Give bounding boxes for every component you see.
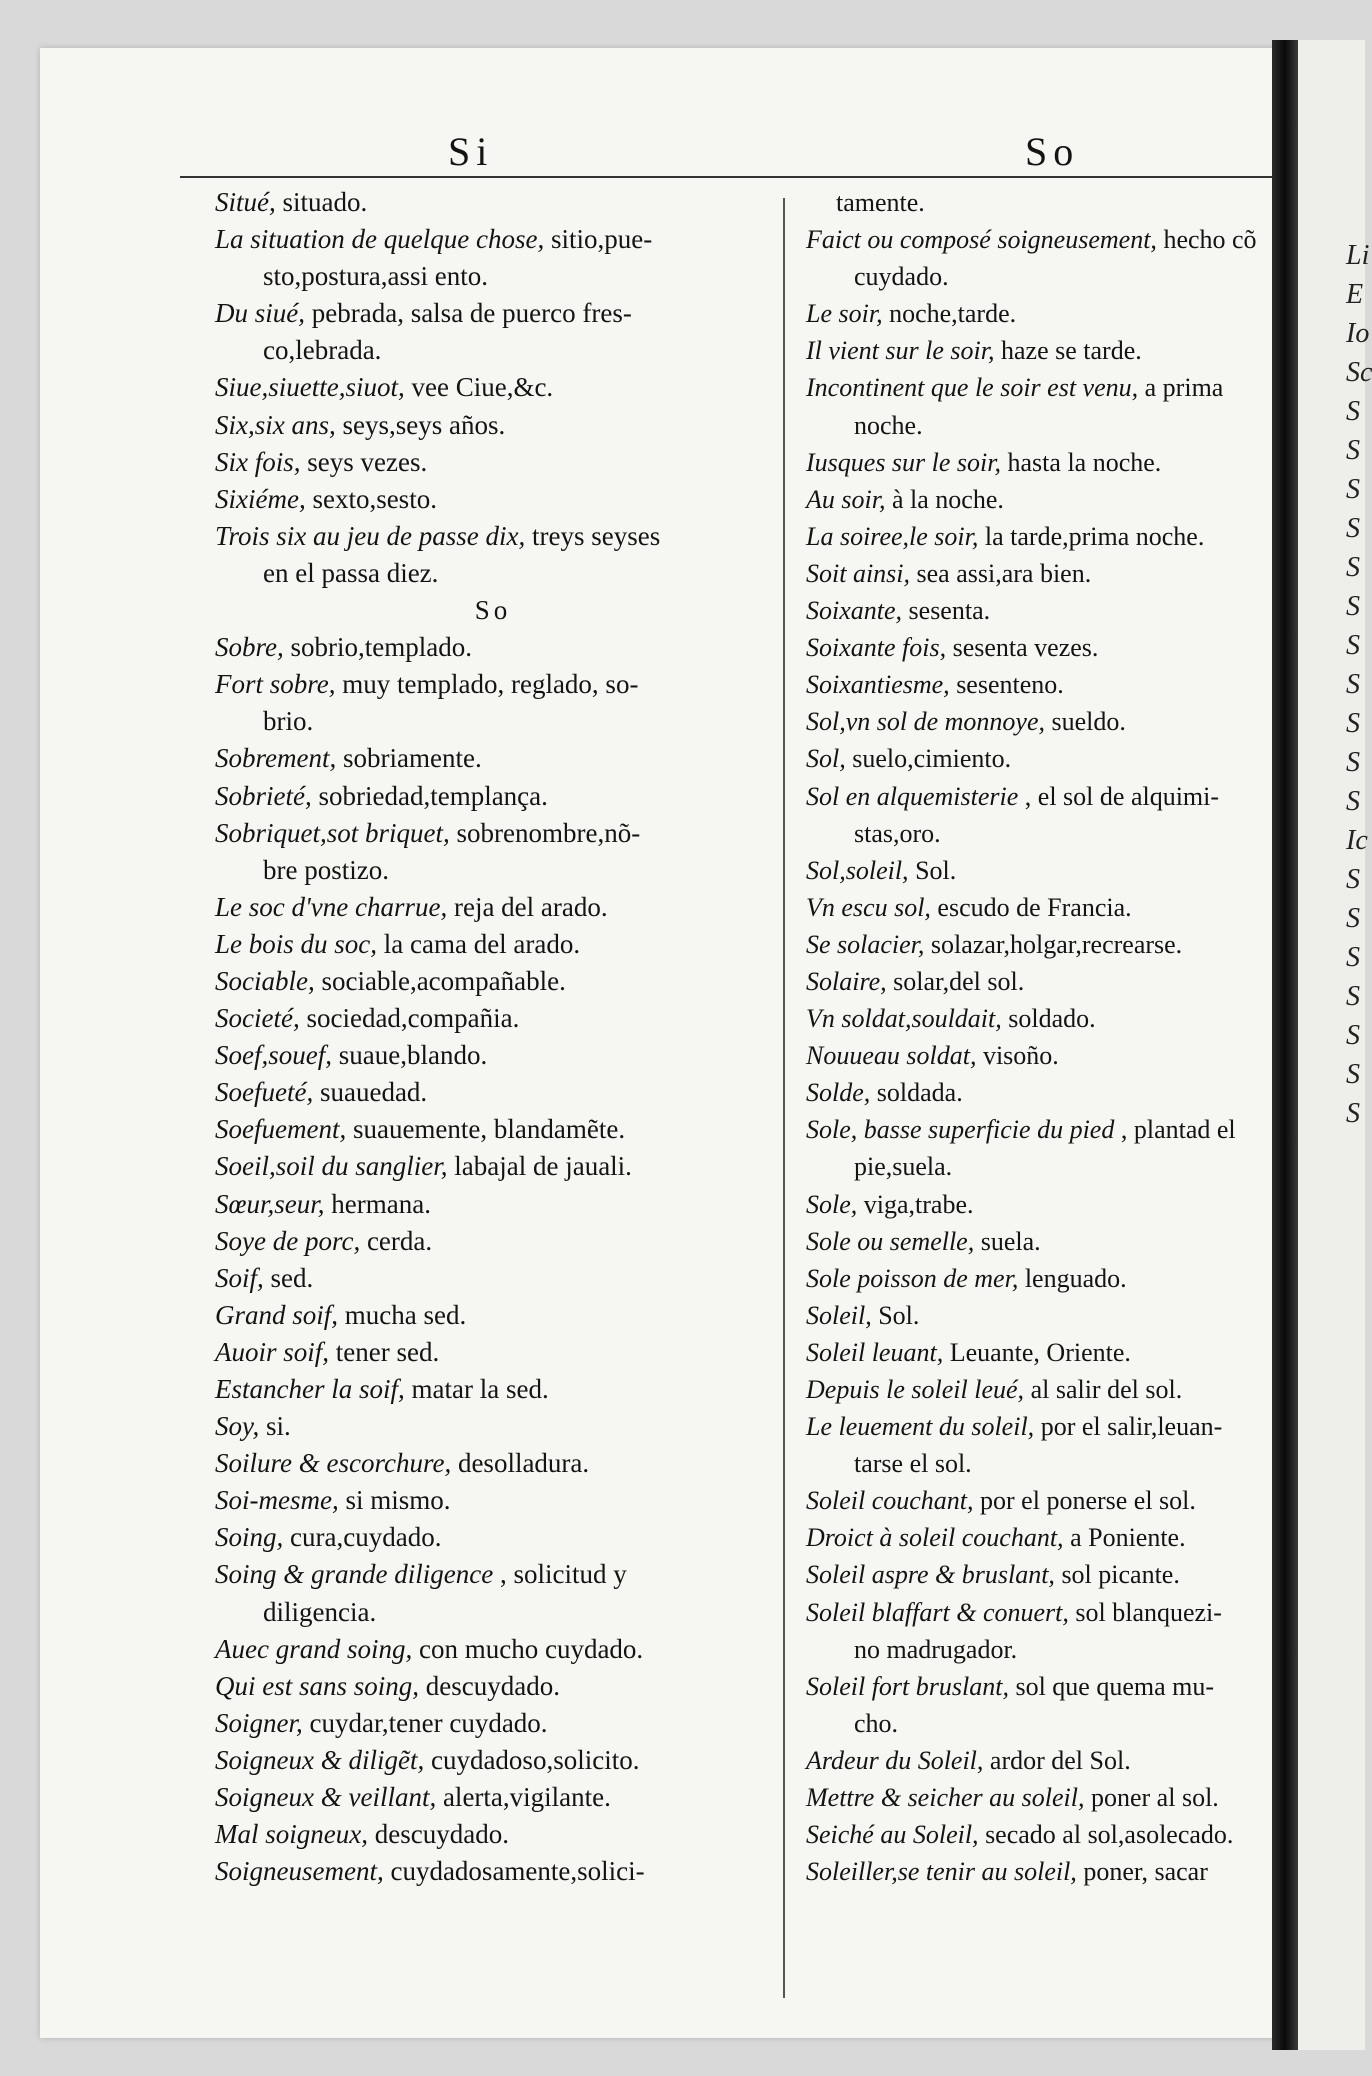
dictionary-entry [806,1074,1314,1111]
entry-translation: Sol. [871,1300,920,1330]
dictionary-entry [215,1297,771,1334]
dictionary-entry [806,1779,1314,1816]
dictionary-entry [215,1223,771,1260]
dictionary-entry [806,1556,1314,1593]
entry-translation: por el ponerse el sol. [973,1486,1196,1516]
entry-translation: lenguado. [1018,1263,1127,1293]
entry-headword: Siue,siuette,siuot, [215,372,405,403]
entry-translation: , el sol de alquimi- [1018,781,1220,811]
entry-translation: solazar,holgar,recrearse. [924,929,1183,959]
entry-headword: Le leuement du soleil, [806,1412,1035,1442]
entry-translation: sol picante. [1054,1560,1180,1590]
entry-translation: sitio,pue- [544,224,653,255]
dictionary-entry [806,1297,1314,1334]
entry-headword: Situé, [215,187,276,217]
entry-headword: Soleil leuant, [806,1337,944,1367]
dictionary-entry [215,740,771,777]
entry-translation: solar,del sol. [886,966,1025,996]
entry-translation: ardor del Sol. [983,1745,1131,1775]
entry-headword: Le soc d'vne charrue, [215,891,448,922]
entry-translation: co,lebrada. [263,335,382,366]
entry-headword: Societé, [215,1003,300,1034]
entry-translation: noche. [854,410,923,440]
dictionary-entry [806,703,1314,740]
dictionary-entry [806,1668,1314,1705]
dictionary-entry [215,1371,771,1408]
facing-page-fragment: S [1346,396,1360,427]
dictionary-entry [806,1186,1314,1223]
entry-translation: , plantad el [1114,1115,1236,1145]
entry-translation: sol que quema mu- [1008,1671,1215,1701]
entry-headword: Mettre & seicher au soleil, [806,1783,1085,1813]
entry-translation: sesenta. [902,596,991,626]
facing-page-fragment: S [1346,513,1360,544]
entry-headword: Soigner, [215,1707,303,1738]
entry-continuation [215,555,771,592]
entry-continuation [215,1594,771,1631]
facing-page-fragment: S [1346,1059,1360,1090]
entry-translation: la tarde,prima noche. [978,521,1205,551]
dictionary-entry [806,295,1314,332]
dictionary-entry [806,1371,1314,1408]
entry-translation: sociable,acompañable. [314,965,566,996]
entry-translation: sesenta vezes. [946,633,1099,663]
dictionary-entry [806,1037,1314,1074]
entry-headword: Sobriquet,sot briquet, [215,817,450,848]
facing-page-fragment: S [1346,1020,1360,1051]
entry-headword: Soigneux & veillant, [215,1782,437,1813]
entry-headword: Sole, basse superficie du pied [806,1115,1115,1145]
entry-translation: alerta,vigilante. [436,1782,611,1813]
entry-continuation [806,407,1314,444]
dictionary-entry [215,221,771,258]
entry-translation: suela. [974,1226,1041,1256]
dictionary-entry [215,369,771,406]
entry-translation: escudo de Francia. [930,892,1132,922]
entry-translation: reja del arado. [447,891,608,922]
dictionary-entry [806,1334,1314,1371]
dictionary-entry [806,1742,1314,1779]
entry-translation: So [474,595,512,626]
facing-page-fragment: Io [1346,318,1370,349]
dictionary-entry [806,592,1314,629]
entry-headword: Estancher la soif, [215,1374,405,1404]
entry-translation: poner, sacar [1076,1857,1208,1887]
dictionary-entry [215,1260,771,1297]
dictionary-entry [215,1482,771,1519]
dictionary-entry [806,1519,1314,1556]
entry-translation: suaue,blando. [331,1040,488,1071]
entry-headword: Faict ou composé soigneusement, [806,225,1157,255]
dictionary-entry [215,1705,771,1742]
entry-headword: Droict à soleil couchant, [806,1523,1064,1553]
entry-translation: cuydado. [854,262,949,292]
entry-translation: tamente. [836,188,925,217]
entry-headword: Ardeur du Soleil, [806,1745,984,1775]
dictionary-entry [215,629,771,666]
entry-headword: Sobrieté, [215,780,312,811]
entry-headword: Soeil,soil du sanglier, [215,1151,448,1182]
section-heading [215,592,771,629]
dictionary-entry [806,1000,1314,1037]
entry-headword: Nouueau soldat, [806,1041,977,1071]
entry-translation: descuydado. [367,1819,509,1850]
entry-translation: mucha sed. [338,1299,467,1330]
entry-translation: cuydadoso,solicito. [424,1744,640,1775]
entry-translation: seys,seys años. [335,409,506,440]
entry-headword: Grand soif, [215,1299,339,1330]
dictionary-entry [215,1334,771,1371]
entry-translation: a prima [1138,373,1224,403]
entry-translation: desolladura. [451,1448,590,1479]
entry-translation: tarse el sol. [854,1449,972,1479]
dictionary-entry [215,889,771,926]
entry-translation: cuydar,tener cuydado. [302,1707,548,1738]
facing-page-fragment: S [1346,630,1360,661]
dictionary-entry [806,889,1314,926]
entry-translation: cura,cuydado. [283,1522,442,1553]
dictionary-entry [215,1742,771,1779]
entry-translation: visoño. [976,1041,1059,1071]
entry-continuation [806,815,1314,852]
entry-headword: Vn soldat,souldait, [806,1004,1002,1034]
entry-continuation [806,1631,1314,1668]
entry-headword: Incontinent que le soir est venu, [806,373,1139,403]
entry-translation: Sol. [908,855,957,885]
entry-translation: situado. [275,187,368,217]
facing-page-fragment: S [1346,435,1360,466]
dictionary-entry [806,963,1314,1000]
entry-translation: sexto,sesto. [305,483,437,514]
facing-page-fragment: S [1346,708,1360,739]
dictionary-entry [215,1445,771,1482]
dictionary-entry [806,1408,1314,1445]
entry-headword: Il vient sur le soir, [806,336,995,366]
entry-headword: Trois six au jeu de passe dix, [215,520,526,551]
entry-translation: sueldo. [1045,707,1126,737]
entry-continuation [806,184,1314,221]
entry-translation: no madrugador. [854,1634,1018,1664]
entry-headword: Solaire, [806,966,887,996]
facing-page-fragment: Sc [1346,357,1372,388]
running-head-right: So [1025,129,1080,174]
entry-headword: Qui est sans soing, [215,1670,420,1701]
dictionary-entry [806,555,1314,592]
entry-headword: Le bois du soc, [215,928,377,959]
dictionary-entry [215,1556,771,1593]
dictionary-entry [806,1260,1314,1297]
entry-headword: La soiree,le soir, [806,521,979,551]
entry-headword: Soleil blaffart & conuert, [806,1597,1069,1627]
entry-headword: Sobrement, [215,743,337,774]
dictionary-entry [215,1186,771,1223]
facing-page-fragment: S [1346,552,1360,583]
facing-page-fragment: Li [1346,240,1370,271]
dictionary-entry [215,407,771,444]
entry-continuation [806,1705,1314,1742]
entry-headword: Sole, [806,1189,858,1219]
entry-translation: por el salir,leuan- [1034,1412,1223,1442]
entry-headword: Seiché au Soleil, [806,1820,979,1850]
entry-translation: a Poniente. [1063,1523,1186,1553]
entry-headword: Soigneusement, [215,1856,384,1887]
entry-headword: Sole ou semelle, [806,1226,975,1256]
dictionary-page [40,48,1285,2038]
entry-headword: Soleil fort bruslant, [806,1671,1009,1701]
entry-continuation [215,332,771,369]
dictionary-entry [806,852,1314,889]
entry-headword: Soefuement, [215,1114,347,1145]
entry-headword: Soixante, [806,596,903,626]
dictionary-entry [806,1111,1314,1148]
entry-translation: soldada. [870,1078,963,1108]
dictionary-entry [215,1111,771,1148]
entry-continuation [806,1148,1314,1185]
entry-translation: hasta la noche. [1001,447,1162,477]
entry-translation: sed. [263,1262,314,1293]
entry-headword: Sol,vn sol de monnoye, [806,707,1046,737]
entry-translation: muy templado, reglado, so- [335,669,639,700]
entry-continuation [806,1445,1314,1482]
entry-headword: Soigneux & diligẽt, [215,1744,425,1775]
facing-page-fragment: S [1346,981,1360,1012]
dictionary-entry [215,295,771,332]
dictionary-entry [215,1853,771,1890]
facing-page-fragment: Ic [1346,825,1368,856]
entry-headword: La situation de quelque chose, [215,224,545,255]
facing-page-fragment: S [1346,903,1360,934]
facing-page-fragment: S [1346,747,1360,778]
entry-translation: treys seyses [525,520,661,551]
entry-headword: Soit ainsi, [806,558,911,588]
facing-page-fragment: S [1346,1098,1360,1129]
entry-headword: Six fois, [215,446,301,477]
facing-page-fragment: S [1346,591,1360,622]
facing-page-fragment: E [1346,279,1364,310]
entry-translation: sesenteno. [949,670,1064,700]
entry-translation: stas,oro. [854,818,941,848]
entry-translation: sobrio,templado. [283,632,472,663]
entry-translation: si. [259,1411,291,1442]
facing-page-fragment: S [1346,474,1360,505]
entry-headword: Soif, [215,1262,264,1293]
entry-translation: seys vezes. [300,446,428,477]
entry-translation: sol blanquezi- [1068,1597,1222,1627]
entry-translation: à la noche. [885,484,1004,514]
facing-page-fragment: S [1346,786,1360,817]
entry-translation: pie,suela. [854,1152,953,1182]
column-divider [783,198,785,1998]
dictionary-entry [215,815,771,852]
dictionary-entry [806,666,1314,703]
entry-headword: Solde, [806,1078,871,1108]
entry-headword: Fort sobre, [215,669,336,700]
entry-translation: suauedad. [313,1077,428,1108]
entry-translation: con mucho cuydado. [412,1633,644,1664]
entry-headword: Soefueté, [215,1077,314,1108]
dictionary-entry [215,666,771,703]
entry-headword: Depuis le soleil leué, [806,1375,1025,1404]
dictionary-entry [806,740,1314,777]
dictionary-entry [806,629,1314,666]
entry-headword: Soef,souef, [215,1040,332,1071]
facing-page-fragment: S [1346,669,1360,700]
entry-headword: Du siué, [215,298,305,329]
entry-translation: brio. [263,706,314,737]
entry-translation: secado al sol,asolecado. [978,1820,1234,1850]
entry-translation: pebrada, salsa de puerco fres- [305,298,632,329]
dictionary-entry [215,926,771,963]
entry-headword: Mal soigneux, [215,1819,368,1850]
entry-translation: cerda. [360,1225,433,1256]
dictionary-entry [215,1148,771,1185]
dictionary-entry [806,332,1314,369]
dictionary-entry [215,1631,771,1668]
header-rule [180,176,1300,178]
dictionary-entry [215,1037,771,1074]
dictionary-entry [806,369,1314,406]
entry-translation: sea assi,ara bien. [910,558,1092,588]
entry-translation: en el passa diez. [263,557,439,588]
dictionary-entry [215,1074,771,1111]
entry-headword: Soye de porc, [215,1225,361,1256]
entry-translation: sobriedad,templança. [311,780,548,811]
book-gutter [1272,40,1298,2050]
entry-translation: sto,postura,assi ento. [263,261,488,292]
entry-translation: suauemente, blandamẽte. [346,1114,626,1145]
entry-translation: noche,tarde. [882,299,1017,329]
entry-headword: Iusques sur le soir, [806,447,1002,477]
entry-continuation [215,703,771,740]
dictionary-entry [806,1594,1314,1631]
entry-headword: Sol, [806,744,846,774]
entry-headword: Le soir, [806,299,883,329]
entry-translation: soldado. [1001,1004,1096,1034]
entry-translation: la cama del arado. [377,928,581,959]
dictionary-entry [806,778,1314,815]
facing-page-fragment: S [1346,942,1360,973]
entry-headword: Sœur,seur, [215,1188,325,1219]
entry-headword: Vn escu sol, [806,892,931,922]
entry-headword: Soing & grande diligence [215,1559,494,1590]
dictionary-entry [215,1000,771,1037]
entry-translation: viga,trabe. [857,1189,974,1219]
dictionary-entry [215,963,771,1000]
dictionary-entry [215,444,771,481]
entry-translation: , solicitud y [493,1559,627,1590]
left-column [215,184,771,1890]
dictionary-entry [806,1223,1314,1260]
entry-headword: Sociable, [215,965,315,996]
entry-translation: sobrenombre,nõ- [449,817,641,848]
dictionary-entry [806,1853,1314,1890]
dictionary-entry [215,481,771,518]
entry-headword: Au soir, [806,484,886,514]
entry-translation: Leuante, Oriente. [943,1337,1131,1367]
entry-headword: Soy, [215,1411,260,1442]
facing-page-edge [1298,40,1372,2050]
entry-translation: poner al sol. [1084,1783,1219,1813]
dictionary-entry [806,221,1314,258]
entry-continuation [806,258,1314,295]
entry-translation: sociedad,compañia. [299,1003,520,1034]
entry-translation: hecho cõ [1156,225,1257,255]
dictionary-entry [806,444,1314,481]
entry-headword: Sol,soleil, [806,855,909,885]
entry-continuation [215,852,771,889]
entry-translation: suelo,cimiento. [845,744,1012,774]
entry-headword: Soleil couchant, [806,1486,974,1516]
entry-headword: Soing, [215,1522,284,1553]
entry-translation: hermana. [324,1188,431,1219]
entry-translation: cho. [854,1708,899,1738]
entry-translation: haze se tarde. [994,336,1142,366]
entry-headword: Soleiller,se tenir au soleil, [806,1857,1077,1887]
entry-translation: labajal de jauali. [447,1151,632,1182]
entry-headword: Soilure & escorchure, [215,1448,452,1479]
entry-continuation [215,258,771,295]
entry-translation: cuydadosamente,solici- [383,1856,645,1887]
dictionary-entry [806,518,1314,555]
entry-translation: vee Ciue,&c. [404,372,554,403]
dictionary-entry [215,1816,771,1853]
entry-headword: Six,six ans, [215,409,336,440]
entry-translation: al salir del sol. [1024,1375,1183,1404]
dictionary-entry [215,1668,771,1705]
entry-translation: bre postizo. [263,854,389,885]
entry-headword: Sixiéme, [215,483,306,514]
entry-headword: Se solacier, [806,929,925,959]
dictionary-entry [215,518,771,555]
entry-translation: si mismo. [338,1485,451,1516]
facing-page-fragment: S [1346,864,1360,895]
entry-headword: Auoir soif, [215,1336,330,1367]
right-column [806,184,1314,1890]
dictionary-entry [215,184,771,221]
entry-headword: Soixante fois, [806,633,947,663]
dictionary-entry [806,926,1314,963]
dictionary-entry [806,1816,1314,1853]
dictionary-entry [215,778,771,815]
dictionary-entry [806,481,1314,518]
entry-translation: diligencia. [263,1596,377,1627]
entry-headword: Soixantiesme, [806,670,950,700]
entry-translation: matar la sed. [404,1374,549,1404]
entry-headword: Auec grand soing, [215,1633,413,1664]
dictionary-entry [215,1779,771,1816]
entry-headword: Sole poisson de mer, [806,1263,1019,1293]
entry-translation: tener sed. [329,1336,440,1367]
running-head-left: Si [448,129,494,174]
entry-translation: descuydado. [419,1670,560,1701]
dictionary-entry [215,1519,771,1556]
dictionary-entry [215,1408,771,1445]
entry-translation: sobriamente. [336,743,482,774]
entry-headword: Sobre, [215,632,284,663]
entry-headword: Soleil, [806,1300,872,1330]
entry-headword: Soi-mesme, [215,1485,339,1516]
entry-headword: Soleil aspre & bruslant, [806,1560,1055,1590]
entry-headword: Sol en alquemisterie [806,781,1019,811]
dictionary-entry [806,1482,1314,1519]
